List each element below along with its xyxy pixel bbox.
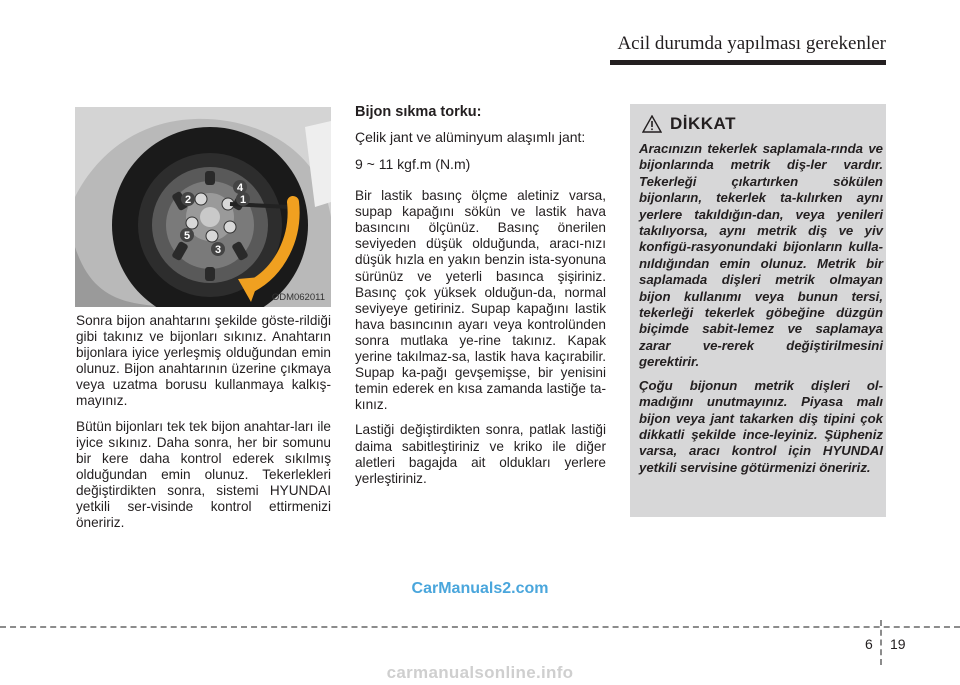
wheel-illustration (75, 107, 331, 307)
warning-triangle-icon (642, 115, 662, 133)
torque-spec-line2: 9 ~ 11 kgf.m (N.m) (355, 156, 471, 173)
nut-label-1: 1 (239, 194, 247, 206)
bottom-watermark: carmanualsonline.info (386, 663, 574, 682)
caution-paragraph: Çoğu bijonun metrik dişleri ol-madığını unutmayınız. Piyasa malı bijon veya jant takarken diş tipini çok dikkatli şekilde ince-leyiniz. Şüpheniz varsa, aracı kontrol için HYUNDAI yetkili servisine götürmenizi öneririz. (639, 377, 883, 475)
middle-paragraph: Bir lastik basınç ölçme aletiniz varsa, supap kapağını sökün ve lastik hava basıncını ölçünüz. Basınç önerilen seviyeden düşük olduğunda, aracı-nızı düşük hızla en yakın benzin ista-syonuna sürünüz ve yeterli basınca şişiriniz. Basınç çok yüksek olduğun-da, normal seviyeye getiriniz. Supap kapağını lastik hava basıncının ayarı veya kontrolünden sonra mutlaka ye-rine takınız. Kapak yerine takılmaz-sa, lastik hava kaçırabilir. Supap ka-pağı gevşemişse, bir yenisini temin ederek en kısa zamanda lastiğe ta-kınız. (355, 188, 606, 413)
figure-code: ODM062011 (271, 292, 325, 303)
chapter-number: 6 (865, 636, 873, 652)
nut-label-2: 2 (184, 194, 192, 206)
site-watermark: CarManuals2.com (411, 580, 549, 597)
middle-column (355, 104, 606, 496)
wheel-figure (75, 107, 331, 307)
page-header-title: Acil durumda yapılması gerekenler (617, 33, 886, 54)
caution-body (639, 141, 883, 483)
torque-heading: Bijon sıkma torku: (355, 104, 482, 120)
left-paragraph: Bütün bijonları tek tek bijon anahtar-ları ile iyice sıkınız. Daha sonra, her bir somunu bir kere daha kontrol ederek sıkılmış olduğundan emin olunuz. Tekerlekleri değiştirdikten sonra, sistemi HYUNDAI yetkili ser-visinde kontrol ettirmenizi öneririz. (76, 418, 331, 531)
middle-paragraph: Lastiği değiştirdikten sonra, patlak lastiği daima sabitleştiriniz ve kriko ile diğer aletleri bagajda ait oldukları yerlere yerleştiriniz. (355, 422, 606, 486)
footer-rule (0, 626, 960, 628)
header-rule (610, 60, 886, 65)
footer-divider (880, 620, 882, 665)
caution-box (630, 104, 886, 517)
nut-label-4: 4 (236, 182, 244, 194)
caution-paragraph: Aracınızın tekerlek saplamala-rında ve bijonlarında metrik diş-ler vardır. Tekerleği çıkartırken sökülen bijonların, tekerlek ta-kılırken aynı yerlere takıldığın-dan, veya yenileri takılıyorsa, aynı metrik diş ve yiv konfigü-rasyonundaki bijonların kulla-nıldığından emin olunuz. Metrik bir saplamada dişleri metrik olmayan bijon kullanımı veya bunun tersi, tekerleği tekerlek göbeğine düzgün biçimde sabit-lemez ve saplamaya zarar ve-rerek değiştirilmesini gerektirir. (639, 141, 883, 370)
page-number: 19 (890, 636, 906, 652)
nut-label-3: 3 (214, 244, 222, 256)
nut-label-5: 5 (183, 230, 191, 242)
left-paragraph: Sonra bijon anahtarını şekilde göste-rildiği gibi takınız ve bijonları sıkınız. Anahtarın bijonlara iyice yerleşmiş olduğundan emin olunuz. Bijon anahtarının üzerine çıkmaya veya uzatma borusu kullanmaya kalkış-mayınız. (76, 313, 331, 409)
torque-spec-line1: Çelik jant ve alüminyum alaşımlı jant: (355, 129, 586, 146)
caution-header (642, 114, 736, 134)
left-column (76, 313, 331, 540)
caution-title: DİKKAT (670, 114, 736, 133)
